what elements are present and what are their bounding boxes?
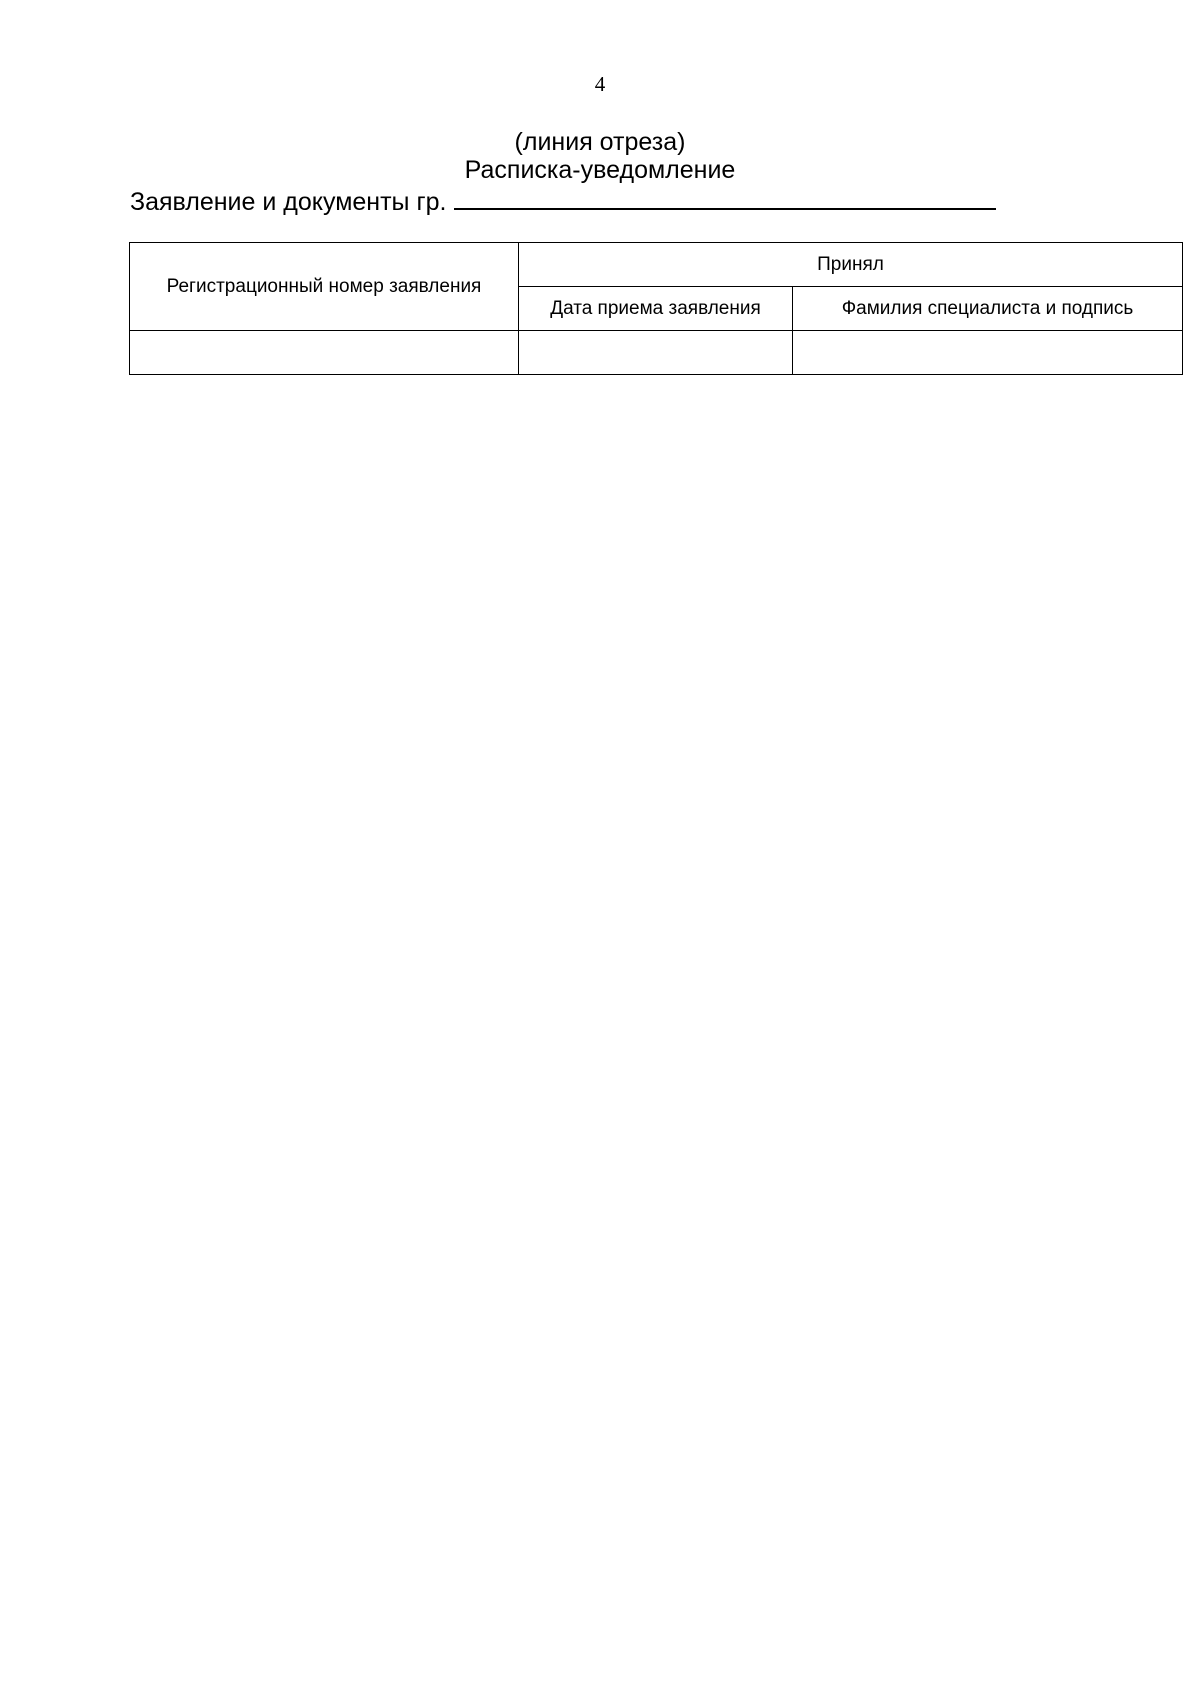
- accepted-header: Принял: [519, 243, 1183, 287]
- applicant-label: Заявление и документы гр.: [130, 188, 447, 216]
- table-row: [130, 331, 1183, 375]
- receipt-table: [129, 242, 1183, 375]
- cut-line-caption: (линия отреза): [514, 128, 686, 156]
- reg-number-cell[interactable]: [130, 331, 519, 375]
- date-cell[interactable]: [519, 331, 793, 375]
- receipt-title: Расписка-уведомление: [464, 156, 736, 184]
- specialist-header: Фамилия специалиста и подпись: [793, 287, 1183, 331]
- date-header: Дата приема заявления: [519, 287, 793, 331]
- specialist-cell[interactable]: [793, 331, 1183, 375]
- applicant-name-blank[interactable]: [454, 208, 996, 210]
- applicant-line: [130, 184, 1020, 216]
- page-number: 4: [594, 72, 606, 96]
- reg-number-header: Регистрационный номер заявления: [130, 243, 519, 331]
- table-header-row: [130, 243, 1183, 287]
